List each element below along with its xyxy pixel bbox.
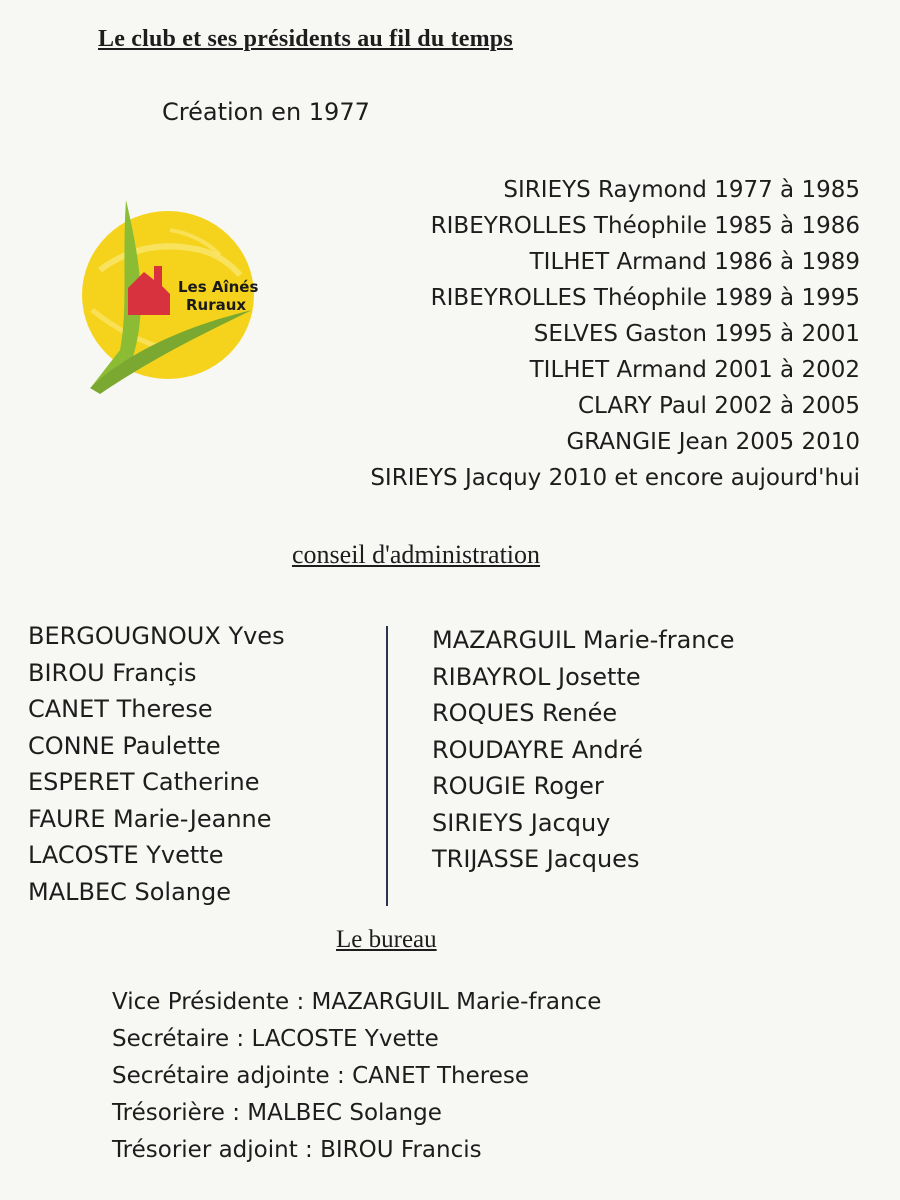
president-row: RIBEYROLLES Théophile 1989 à 1995 [430, 285, 860, 311]
bureau-member: Trésorier adjoint : BIROU Francis [112, 1137, 482, 1163]
page-title: Le club et ses présidents au fil du temps [98, 26, 513, 52]
conseil-member: CANET Therese [28, 695, 213, 723]
conseil-member: RIBAYROL Josette [432, 662, 641, 691]
conseil-member: BIROU Françis [28, 658, 197, 687]
president-row: SIRIEYS Jacquy 2010 et encore aujourd'hui [370, 465, 860, 491]
conseil-member: ROUDAYRE André [432, 735, 643, 764]
bureau-member: Secrétaire : LACOSTE Yvette [112, 1026, 439, 1052]
conseil-member: ROUGIE Roger [432, 772, 604, 800]
bureau-member: Trésorière : MALBEC Solange [112, 1100, 442, 1126]
conseil-member: CONNE Paulette [28, 731, 221, 760]
conseil-right-column [432, 622, 734, 878]
logo-text-line1: Les Aînés [178, 278, 259, 296]
president-row: TILHET Armand 2001 à 2002 [529, 357, 860, 383]
conseil-member: TRIJASSE Jacques [432, 845, 640, 873]
president-row: SIRIEYS Raymond 1977 à 1985 [503, 177, 860, 203]
conseil-member: ESPERET Catherine [28, 768, 260, 796]
column-divider [386, 626, 388, 906]
president-row: GRANGIE Jean 2005 2010 [566, 429, 860, 455]
conseil-member: MAZARGUIL Marie-france [432, 626, 735, 654]
president-row: RIBEYROLLES Théophile 1985 à 1986 [430, 213, 860, 239]
conseil-member: BERGOUGNOUX Yves [28, 622, 285, 650]
conseil-member: ROQUES Renée [432, 699, 618, 727]
conseil-title: conseil d'administration [292, 540, 541, 569]
conseil-member: SIRIEYS Jacquy [432, 808, 611, 837]
president-row: CLARY Paul 2002 à 2005 [578, 393, 860, 419]
conseil-member: FAURE Marie-Jeanne [28, 804, 272, 833]
bureau-title: Le bureau [336, 926, 437, 953]
president-row: SELVES Gaston 1995 à 2001 [533, 321, 860, 347]
bureau-member: Vice Présidente : MAZARGUIL Marie-france [112, 989, 602, 1015]
conseil-member: MALBEC Solange [28, 877, 232, 906]
conseil-member: LACOSTE Yvette [28, 841, 224, 869]
bureau-member: Secrétaire adjointe : CANET Therese [112, 1063, 529, 1089]
logo-text-line2: Ruraux [186, 296, 247, 314]
conseil-left-column [28, 618, 285, 910]
presidents-list [240, 172, 860, 496]
creation-date: Création en 1977 [162, 98, 370, 126]
president-row: TILHET Armand 1986 à 1989 [529, 249, 860, 275]
bureau-list [112, 984, 601, 1169]
